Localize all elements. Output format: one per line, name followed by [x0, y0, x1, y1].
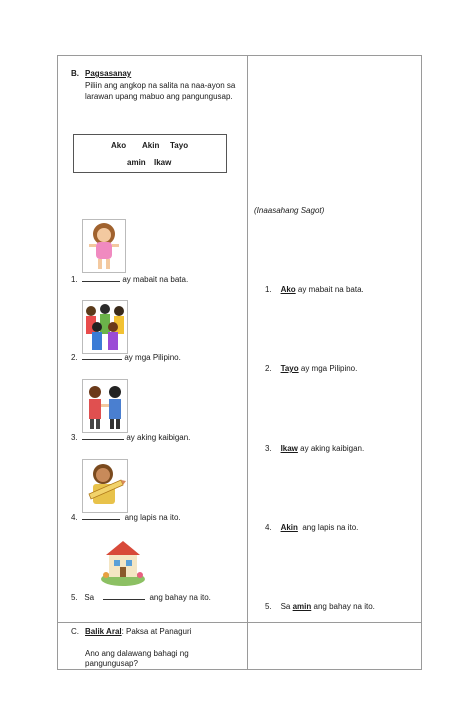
- section-c-letter: C.: [71, 627, 79, 636]
- question-line-2: pangungusap?: [85, 659, 138, 668]
- word-amin: amin: [127, 158, 146, 167]
- answer-text: ay mabait na bata.: [297, 285, 364, 294]
- answer-blank[interactable]: [82, 432, 124, 440]
- answer-4: [265, 523, 358, 532]
- answer-text: ay mga Pilipino.: [300, 364, 358, 373]
- section-c-title: Balik Aral: [85, 627, 122, 636]
- answer-text: ang bahay na ito.: [313, 602, 375, 611]
- word-tayo: Tayo: [170, 141, 189, 150]
- row-divider: [58, 622, 421, 623]
- instruction-line-1: Piliin ang angkop na salita na naa-ayon sa: [85, 81, 236, 90]
- answer-word: Ikaw: [280, 444, 298, 453]
- item-number: 3.: [71, 433, 78, 442]
- answer-word: amin: [292, 602, 312, 611]
- item-text: ay mabait na bata.: [122, 275, 189, 284]
- answer-blank[interactable]: [82, 274, 120, 282]
- lesson-table: [57, 55, 422, 670]
- answer-number: 3.: [265, 444, 272, 453]
- answer-1: [265, 285, 364, 294]
- item-text: ang lapis na ito.: [124, 513, 181, 522]
- item-pre: Sa: [84, 593, 95, 602]
- answer-number: 1.: [265, 285, 272, 294]
- section-c-heading: [85, 627, 191, 636]
- answer-3: [265, 444, 364, 453]
- section-c-subtitle: : Paksa at Panaguri: [121, 627, 192, 636]
- answer-pre: Sa: [280, 602, 291, 611]
- item-text: ay aking kaibigan.: [126, 433, 191, 442]
- answer-2: [265, 364, 357, 373]
- section-b-letter: B.: [71, 69, 79, 78]
- answer-blank[interactable]: [103, 592, 145, 600]
- house-picture: [99, 534, 147, 588]
- instruction-line-2: larawan upang mabuo ang pangungusap.: [85, 92, 233, 101]
- word-ako: Ako: [111, 141, 127, 150]
- word-choices-box: [73, 134, 227, 173]
- friends-picture: [82, 379, 128, 433]
- answer-blank[interactable]: [82, 512, 120, 520]
- answer-word: Tayo: [280, 364, 299, 373]
- girl-picture: [82, 219, 126, 273]
- answer-word: Akin: [280, 523, 298, 532]
- word-akin: Akin: [142, 141, 160, 150]
- answer-text: ang lapis na ito.: [302, 523, 359, 532]
- answer-blank[interactable]: [82, 352, 122, 360]
- question-line-1: Ano ang dalawang bahagi ng: [85, 649, 189, 658]
- section-b-title: Pagsasanay: [85, 69, 132, 78]
- item-number: 1.: [71, 275, 78, 284]
- answer-5: [265, 602, 375, 611]
- pencil-picture: [82, 459, 128, 513]
- item-2: [71, 352, 181, 362]
- item-number: 4.: [71, 513, 78, 522]
- answer-number: 2.: [265, 364, 272, 373]
- item-4: [71, 512, 181, 522]
- item-1: [71, 274, 188, 284]
- item-number: 5.: [71, 593, 78, 602]
- item-text: ang bahay na ito.: [149, 593, 211, 602]
- item-number: 2.: [71, 353, 78, 362]
- answer-number: 4.: [265, 523, 272, 532]
- answer-word: Ako: [280, 285, 296, 294]
- item-3: [71, 432, 190, 442]
- word-ikaw: Ikaw: [154, 158, 172, 167]
- column-divider: [247, 56, 248, 669]
- answer-number: 5.: [265, 602, 272, 611]
- answer-text: ay aking kaibigan.: [300, 444, 365, 453]
- item-text: ay mga Pilipino.: [124, 353, 181, 362]
- group-picture: [82, 300, 128, 354]
- answer-header: (Inaasahang Sagot): [254, 206, 325, 215]
- item-5: [71, 592, 211, 602]
